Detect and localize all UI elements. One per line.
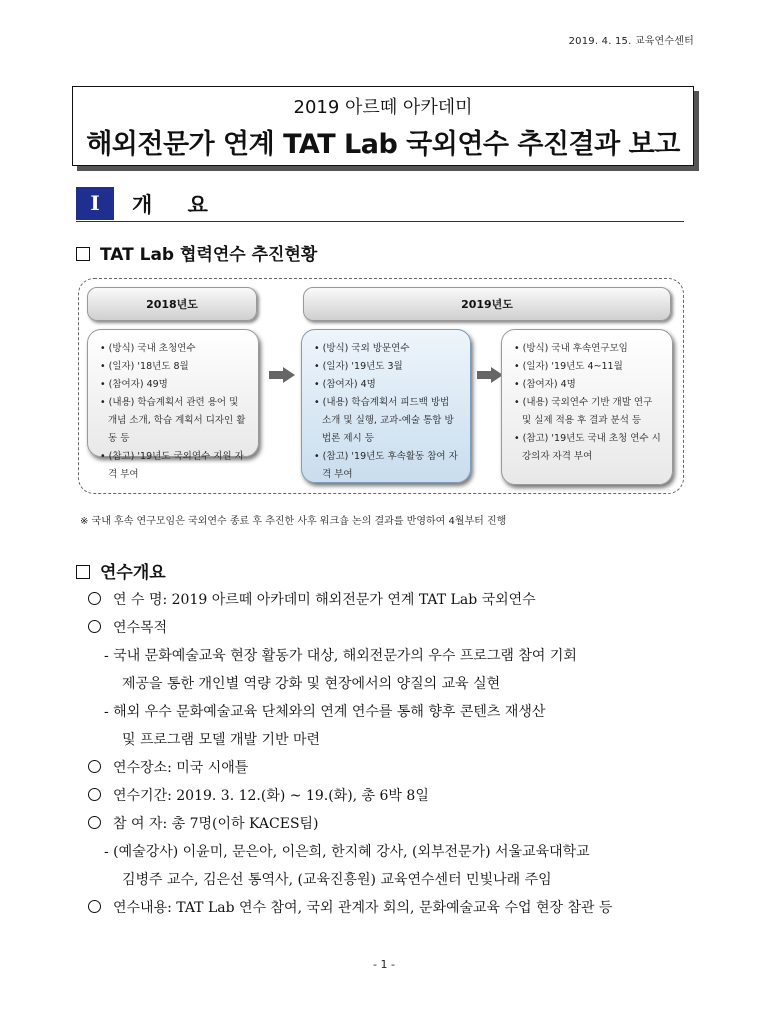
card-list-item: • (내용) 학습계획서 관련 용어 및 개념 소개, 학습 계획서 디자인 활동 등	[100, 394, 248, 448]
circle-bullet-icon	[88, 788, 101, 801]
card-list-item: • (일자) '19년도 4~11월	[514, 358, 662, 376]
overview-item: 참 여 자: 총 7명(이하 KACES팀)	[88, 810, 698, 838]
overview-subitem: - 해외 우수 문화예술교육 단체와의 연계 연수를 통해 향후 콘텐츠 재생산	[104, 704, 546, 720]
title-line1: 2019 아르떼 아카데미	[293, 97, 473, 118]
card-list-item: • (내용) 국외연수 기반 개발 연구 및 실제 적용 후 결과 분석 등	[514, 394, 662, 430]
section-number: Ⅰ	[76, 187, 114, 220]
arrow-right-icon	[269, 367, 295, 383]
overview-item: 연수목적	[88, 614, 698, 642]
circle-bullet-icon	[88, 816, 101, 829]
arrow-right-icon	[477, 367, 503, 383]
circle-bullet-icon	[88, 760, 101, 773]
year-label-2019: 2019년도	[303, 287, 671, 321]
page-number: - 1 -	[373, 958, 395, 971]
subsection-heading-overview	[76, 558, 166, 583]
title-line2: 해외전문가 연계 TAT Lab 국외연수 추진결과 보고	[86, 129, 680, 160]
card-list-item: • (방식) 국외 방문연수	[314, 340, 460, 358]
subsection-title: 연수개요	[100, 563, 166, 583]
year-label-2018: 2018년도	[87, 287, 257, 321]
overview-item: 연수내용: TAT Lab 연수 참여, 국외 관계자 회의, 문화예술교육 수업 현장 참관 등	[88, 894, 698, 922]
card-list-item: • (참고) '19년도 국내 초청 연수 시 강의자 자격 부여	[514, 430, 662, 466]
program-diagram	[78, 278, 684, 494]
overview-subitem-cont: 제공을 통한 개인별 역량 강화 및 현장에서의 양질의 교육 실현	[122, 676, 501, 692]
subsection-heading-status	[76, 240, 317, 265]
diagram-note: ※ 국내 후속 연구모임은 국외연수 종료 후 추진한 사후 워크숍 논의 결과를 반영하여 4월부터 진행	[80, 516, 507, 527]
section-title: 개 요	[132, 193, 222, 217]
card-2019-followup	[501, 329, 673, 485]
card-list-item: • (참여자) 49명	[100, 376, 248, 394]
subsection-title: TAT Lab 협력연수 추진현황	[100, 245, 318, 265]
overview-subitem: - (예술강사) 이윤미, 문은아, 이은희, 한지혜 강사, (외부전문가) 서울교육대학교	[104, 844, 590, 860]
card-list-item: • (참고) '19년도 후속활동 참여 자격 부여	[314, 448, 460, 484]
checkbox-square-icon	[76, 247, 90, 261]
title-box	[72, 86, 694, 166]
overview-item: 연 수 명: 2019 아르떼 아카데미 해외전문가 연계 TAT Lab 국외연수	[88, 586, 698, 614]
overview-body	[88, 586, 698, 922]
circle-bullet-icon	[88, 900, 101, 913]
overview-subitem-cont: 김병주 교수, 김은선 통역사, (교육진흥원) 교육연수센터 민빛나래 주임	[122, 872, 552, 888]
card-list-item: • (일자) '19년도 3월	[314, 358, 460, 376]
checkbox-square-icon	[76, 565, 90, 579]
overview-subitem-cont: 및 프로그램 모델 개발 기반 마련	[122, 732, 321, 748]
card-list-item: • (참여자) 4명	[514, 376, 662, 394]
card-list-item: • (참고) '19년도 국외연수 지원 자격 부여	[100, 448, 248, 484]
circle-bullet-icon	[88, 592, 101, 605]
card-list-item: • (방식) 국내 초청연수	[100, 340, 248, 358]
overview-item: 연수장소: 미국 시애틀	[88, 754, 698, 782]
card-list-item: • (내용) 학습계획서 피드백 방법 소개 및 실행, 교과-예술 통합 방법론 제시 등	[314, 394, 460, 448]
header-date: 2019. 4. 15. 교육연수센터	[568, 36, 694, 47]
overview-subitem: - 국내 문화예술교육 현장 활동가 대상, 해외전문가의 우수 프로그램 참여 기회	[104, 648, 577, 664]
card-2018-domestic	[87, 329, 259, 480]
overview-item: 연수기간: 2019. 3. 12.(화) ~ 19.(화), 총 6박 8일	[88, 782, 698, 810]
card-2019-overseas	[301, 329, 471, 483]
card-list-item: • (참여자) 4명	[314, 376, 460, 394]
card-list-item: • (방식) 국내 후속연구모임	[514, 340, 662, 358]
section-heading	[76, 186, 684, 222]
circle-bullet-icon	[88, 620, 101, 633]
card-list-item: • (일자) '18년도 8월	[100, 358, 248, 376]
